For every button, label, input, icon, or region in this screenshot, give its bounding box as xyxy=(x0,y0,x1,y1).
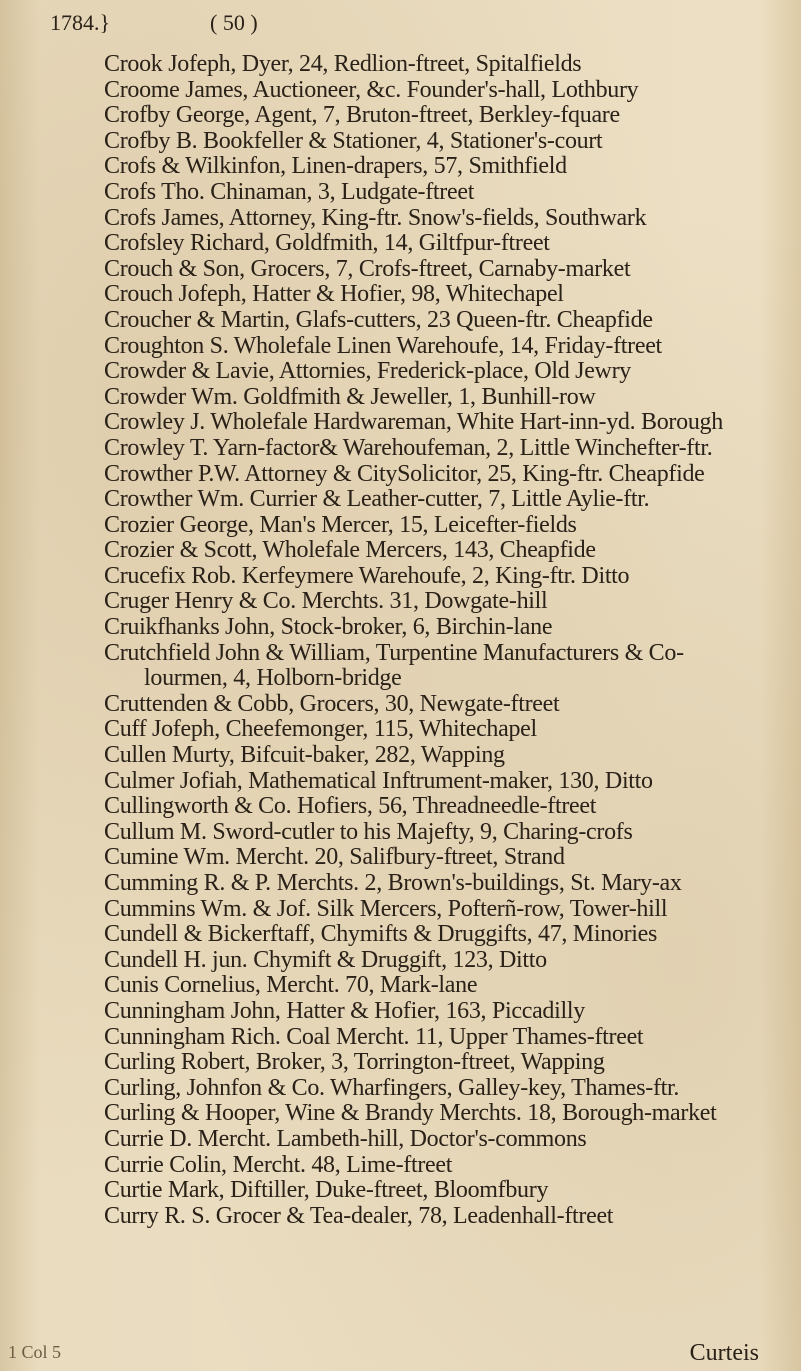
directory-entry: Crook Jofeph, Dyer, 24, Redlion-ftreet, Spitalfields xyxy=(104,52,582,77)
directory-entry: Crozier George, Man's Mercer, 15, Leicefter-fields xyxy=(104,512,577,538)
directory-entry: Culmer Jofiah, Mathematical Inftrument-maker, 130, Ditto xyxy=(104,768,653,794)
directory-entry: Crouch Jofeph, Hatter & Hofier, 98, Whitechapel xyxy=(104,282,564,308)
directory-entry: Crouch & Son, Grocers, 7, Crofs-ftreet, Carnaby-market xyxy=(104,256,631,282)
directory-entry: Cunningham Rich. Coal Mercht. 11, Upper Thames-ftreet xyxy=(104,1024,644,1050)
directory-entry: Currie Colin, Mercht. 48, Lime-ftreet xyxy=(104,1152,453,1178)
directory-entry: Currie D. Mercht. Lambeth-hill, Doctor's-commons xyxy=(104,1126,587,1152)
directory-entry: Crowther Wm. Currier & Leather-cutter, 7, Little Aylie-ftr. xyxy=(104,487,650,513)
foot-mark: 1 Col 5 xyxy=(8,1342,62,1362)
directory-entry: Crucefix Rob. Kerfeymere Warehoufe, 2, King-ftr. Ditto xyxy=(104,563,630,589)
directory-entry: Cuff Jofeph, Cheefemonger, 115, Whitechapel xyxy=(104,717,537,743)
directory-entry: Crowther P.W. Attorney & CitySolicitor, 25, King-ftr. Cheapfide xyxy=(104,461,705,487)
directory-entry: Crozier & Scott, Wholefale Mercers, 143, Cheapfide xyxy=(104,538,596,564)
directory-entry: Crowder Wm. Goldfmith & Jeweller, 1, Bunhill-row xyxy=(104,384,596,410)
directory-entry: Cumming R. & P. Merchts. 2, Brown's-buildings, St. Mary-ax xyxy=(104,871,682,896)
directory-entry: Cruikfhanks John, Stock-broker, 6, Birchin-lane xyxy=(104,615,553,641)
directory-entry: Cruttenden & Cobb, Grocers, 30, Newgate-ftreet xyxy=(104,691,560,717)
directory-entry: Curry R. S. Grocer & Tea-dealer, 78, Leadenhall-ftreet xyxy=(104,1203,614,1229)
directory-entry: Crutchfield John & William, Turpentine Manufacturers & Co- xyxy=(104,640,684,666)
directory-entry: Crofs James, Attorney, King-ftr. Snow's-fields, Southwark xyxy=(104,205,647,231)
directory-entry: Crowder & Lavie, Attornies, Frederick-place, Old Jewry xyxy=(104,359,631,385)
directory-entry: Cumine Wm. Mercht. 20, Salifbury-ftreet, Strand xyxy=(104,845,565,871)
year-mark: 1784.} xyxy=(50,10,111,35)
directory-entry: Cunningham John, Hatter & Hofier, 163, Piccadilly xyxy=(104,998,585,1024)
directory-entry: Cundell H. jun. Chymift & Druggift, 123, Ditto xyxy=(104,947,547,973)
directory-entry: lourmen, 4, Holborn-bridge xyxy=(144,666,402,692)
directory-entry: Cunis Cornelius, Mercht. 70, Mark-lane xyxy=(104,973,478,999)
catchword: Curteis xyxy=(689,1340,759,1366)
directory-entry: Cruger Henry & Co. Merchts. 31, Dowgate-hill xyxy=(104,589,548,615)
directory-entry: Crofs Tho. Chinaman, 3, Ludgate-ftreet xyxy=(104,179,475,205)
directory-entry: Crowley T. Yarn-factor& Warehoufeman, 2, Little Winchefter-ftr. xyxy=(104,435,713,461)
directory-entry: Crofby George, Agent, 7, Bruton-ftreet, Berkley-fquare xyxy=(104,103,620,129)
directory-entry: Croucher & Martin, Glafs-cutters, 23 Queen-ftr. Cheapfide xyxy=(104,307,653,333)
directory-entry: Crowley J. Wholefale Hardwareman, White Hart-inn-yd. Borough xyxy=(104,410,723,436)
directory-entry: Crofby B. Bookfeller & Stationer, 4, Stationer's-court xyxy=(104,128,603,154)
directory-entry: Curling, Johnfon & Co. Wharfingers, Galley-key, Thames-ftr. xyxy=(104,1075,680,1101)
directory-entry: Cullum M. Sword-cutler to his Majefty, 9, Charing-crofs xyxy=(104,819,633,845)
directory-entry: Crofsley Richard, Goldfmith, 14, Giltfpur-ftreet xyxy=(104,231,550,257)
directory-entry: Crofs & Wilkinfon, Linen-drapers, 57, Smithfield xyxy=(104,154,567,180)
directory-entry: Croughton S. Wholefale Linen Warehoufe, 14, Friday-ftreet xyxy=(104,333,662,359)
directory-entry: Croome James, Auctioneer, &c. Founder's-hall, Lothbury xyxy=(104,77,639,103)
page-header xyxy=(50,6,750,46)
directory-entry: Curling & Hooper, Wine & Brandy Merchts. 18, Borough-market xyxy=(104,1101,717,1127)
directory-entry: Cummins Wm. & Jof. Silk Mercers, Pofterñ-row, Tower-hill xyxy=(104,896,668,922)
page-number: ( 50 ) xyxy=(210,10,258,35)
directory-entry: Curling Robert, Broker, 3, Torrington-ftreet, Wapping xyxy=(104,1050,605,1076)
directory-entries xyxy=(104,52,783,1229)
directory-entry: Cundell & Bickerftaff, Chymifts & Druggifts, 47, Minories xyxy=(104,922,658,948)
directory-entry: Cullingworth & Co. Hofiers, 56, Threadneedle-ftreet xyxy=(104,794,597,820)
directory-entry: Curtie Mark, Diftiller, Duke-ftreet, Bloomfbury xyxy=(104,1178,549,1204)
directory-entry: Cullen Murty, Bifcuit-baker, 282, Wapping xyxy=(104,743,505,769)
